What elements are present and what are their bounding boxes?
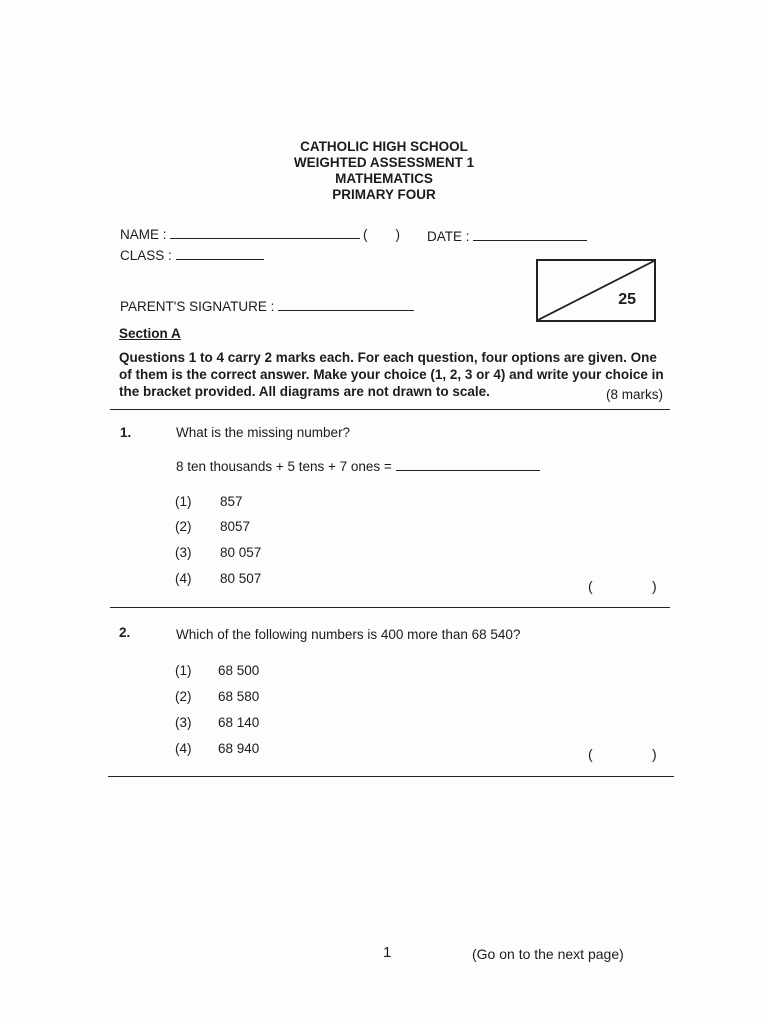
section-instructions: Questions 1 to 4 carry 2 marks each. For each question, four options are given. One of them is the correct answer. Make your choice (1, 2, 3 or 4) and write your choice in the bracket provided. All diagrams are not drawn to scale. xyxy=(119,350,664,399)
score-box-diagonal xyxy=(538,261,654,320)
option-label: (4) xyxy=(175,571,192,586)
option-value: 8057 xyxy=(220,519,251,534)
question-text: What is the missing number? xyxy=(176,425,351,440)
question-number: 1. xyxy=(120,425,132,440)
assessment-title: WEIGHTED ASSESSMENT 1 xyxy=(293,155,475,170)
section-marks: (8 marks) xyxy=(606,387,663,402)
name-field xyxy=(120,226,360,242)
question-text: Which of the following numbers is 400 more than 68 540? xyxy=(176,627,521,642)
date-field xyxy=(427,228,587,244)
class-label: CLASS : xyxy=(120,248,172,263)
exam-header xyxy=(0,139,768,203)
parent-signature-field xyxy=(120,298,414,314)
option-label: (2) xyxy=(175,689,192,704)
option-value: 68 500 xyxy=(218,663,260,678)
option-value: 80 057 xyxy=(220,545,262,560)
answer-box[interactable] xyxy=(606,744,652,760)
option-value: 68 940 xyxy=(218,741,260,756)
option-value: 68 580 xyxy=(218,689,260,704)
parent-signature-line[interactable] xyxy=(278,298,414,311)
answer-bracket-close: ) xyxy=(652,746,657,762)
option-value: 80 507 xyxy=(220,571,262,586)
school-name: CATHOLIC HIGH SCHOOL xyxy=(300,139,468,154)
option-label: (1) xyxy=(175,494,192,509)
score-box xyxy=(536,259,656,322)
option-value: 857 xyxy=(220,494,243,509)
answer-box[interactable] xyxy=(606,576,652,592)
divider xyxy=(110,607,670,608)
index-field xyxy=(363,227,400,242)
index-close-bracket: ) xyxy=(395,227,400,242)
divider xyxy=(110,409,670,410)
score-total: 25 xyxy=(618,291,636,308)
answer-bracket-open: ( xyxy=(588,578,593,594)
name-line[interactable] xyxy=(170,226,360,239)
question-expression: 8 ten thousands + 5 tens + 7 ones = xyxy=(176,459,392,474)
page-number: 1 xyxy=(383,944,392,961)
level-title: PRIMARY FOUR xyxy=(332,187,436,202)
answer-line[interactable] xyxy=(396,458,540,471)
subject-title: MATHEMATICS xyxy=(335,171,433,186)
name-label: NAME : xyxy=(120,227,167,242)
question-subtext xyxy=(176,458,540,474)
date-line[interactable] xyxy=(473,228,587,241)
option-value: 68 140 xyxy=(218,715,260,730)
index-open-bracket: ( xyxy=(363,227,368,242)
divider xyxy=(108,776,674,777)
option-label: (1) xyxy=(175,663,192,678)
option-label: (3) xyxy=(175,545,192,560)
parent-signature-label: PARENT'S SIGNATURE : xyxy=(120,299,275,314)
date-label: DATE : xyxy=(427,229,470,244)
option-label: (3) xyxy=(175,715,192,730)
class-line[interactable] xyxy=(176,247,264,260)
option-label: (4) xyxy=(175,741,192,756)
answer-bracket-open: ( xyxy=(588,746,593,762)
section-title: Section A xyxy=(119,326,181,341)
answer-bracket-close: ) xyxy=(652,578,657,594)
class-field xyxy=(120,247,264,263)
option-label: (2) xyxy=(175,519,192,534)
continue-note: (Go on to the next page) xyxy=(472,946,624,962)
question-number: 2. xyxy=(119,625,131,640)
